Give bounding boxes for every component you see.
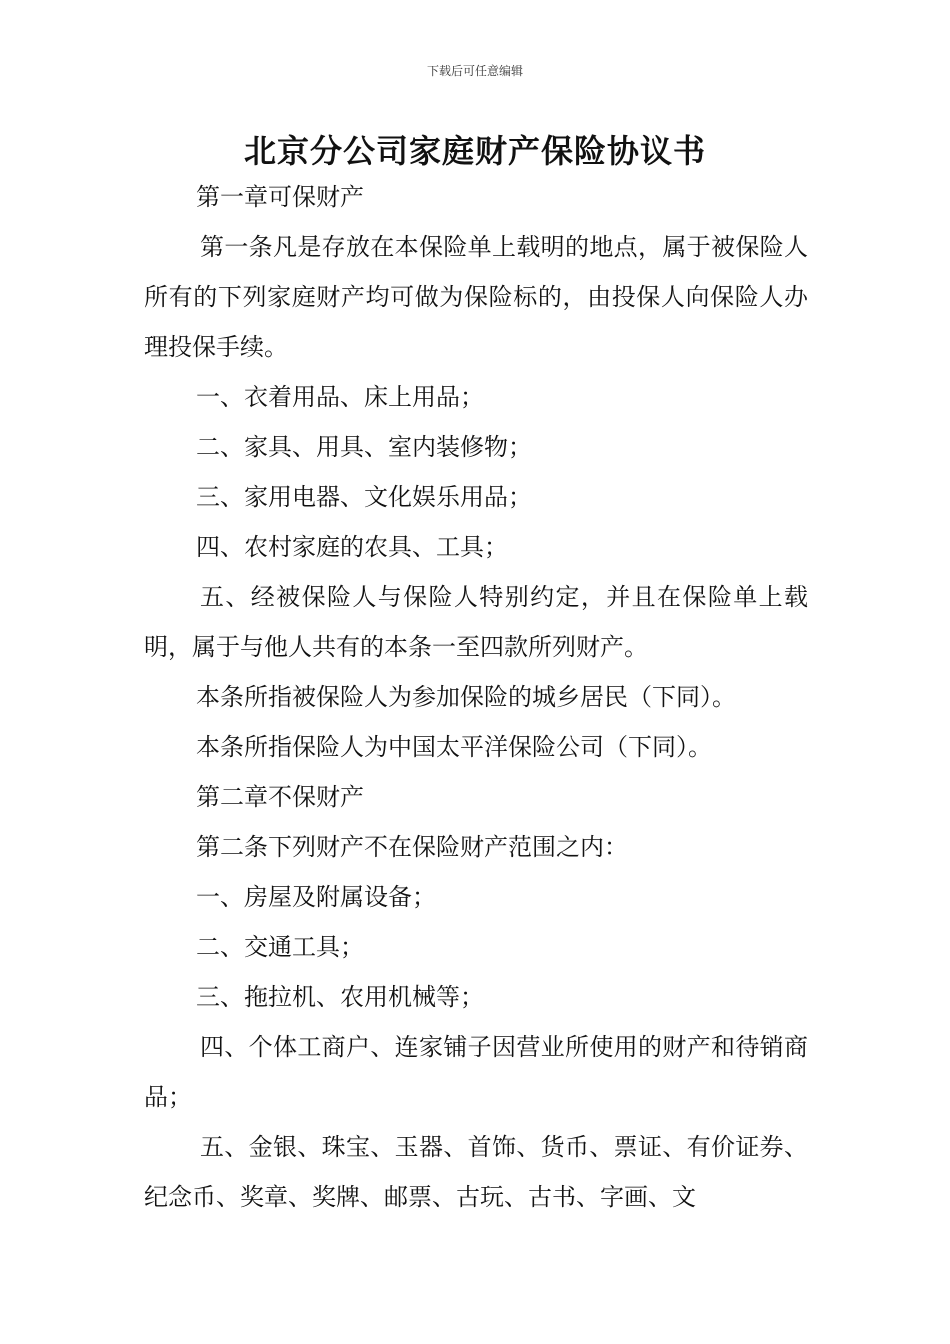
chapter-heading: 第一章可保财产	[196, 183, 364, 211]
chapter-heading: 第二章不保财产	[196, 783, 364, 811]
list-item: 一、房屋及附属设备；	[196, 883, 436, 911]
list-item: 四、农村家庭的农具、工具；	[196, 533, 508, 561]
article-paragraph: 第二条下列财产不在保险财产范围之内：	[196, 833, 628, 861]
list-item: 五、金银、珠宝、玉器、首饰、货币、票证、有价证券、纪念币、奖章、奖牌、邮票、古玩、古书、字画、文	[144, 1133, 808, 1211]
list-item: 三、家用电器、文化娱乐用品；	[196, 483, 532, 511]
list-item: 三、拖拉机、农用机械等；	[196, 983, 484, 1011]
list-item: 五、经被保险人与保险人特别约定，并且在保险单上载明，属于与他人共有的本条一至四款所列财产。	[144, 583, 808, 661]
list-item: 一、衣着用品、床上用品；	[196, 383, 484, 411]
list-item: 二、交通工具；	[196, 933, 364, 961]
document-body	[144, 172, 808, 1222]
note-paragraph: 本条所指被保险人为参加保险的城乡居民（下同）。	[196, 683, 736, 711]
list-item: 四、个体工商户、连家铺子因营业所使用的财产和待销商品；	[144, 1033, 808, 1111]
list-item: 二、家具、用具、室内装修物；	[196, 433, 532, 461]
note-paragraph: 本条所指保险人为中国太平洋保险公司（下同）。	[196, 733, 712, 761]
header-note: 下载后可任意编辑	[426, 64, 523, 78]
article-paragraph: 第一条凡是存放在本保险单上载明的地点，属于被保险人所有的下列家庭财产均可做为保险标的，由投保人向保险人办理投保手续。	[144, 233, 808, 361]
document-title: 北京分公司家庭财产保险协议书	[243, 132, 706, 170]
